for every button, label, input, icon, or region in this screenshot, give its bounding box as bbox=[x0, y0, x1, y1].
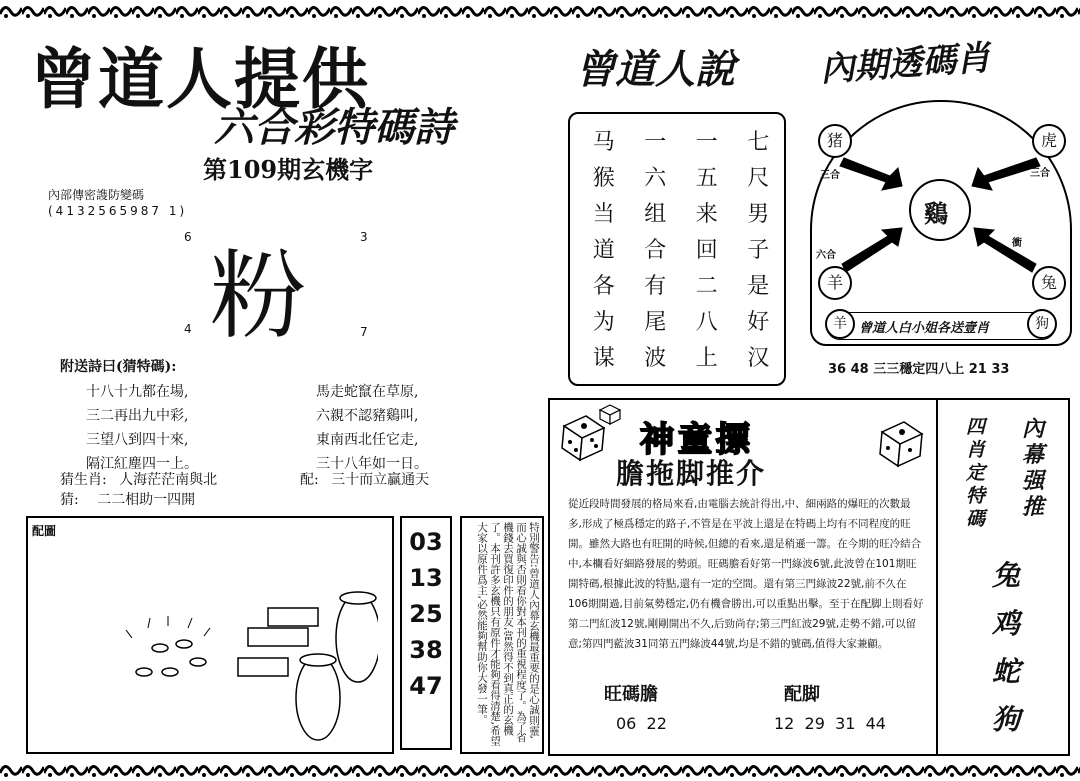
label-liuhe: 六合 bbox=[816, 250, 836, 261]
saying-char: 为 bbox=[592, 309, 615, 335]
notice-text: 特別警告:曾道人內幕玄機最重要的是心誠則靈,而心誠與否則看你對本刊的重視程度了。為了省機錢去買復印件的朋友,當然得不到真正的玄機了。本刊許多玄機只有原件才能夠看得清楚,希望大家以原件爲主,必然能夠幫助你大發一筆。 bbox=[476, 522, 540, 746]
saying-row bbox=[578, 266, 784, 302]
saying-char: 猴 bbox=[592, 165, 615, 191]
issue-label: 第109期玄機字 bbox=[203, 155, 374, 184]
footer-sheep: 羊 bbox=[825, 309, 855, 339]
corner-bl: 4 bbox=[184, 322, 192, 336]
guess-value: 二二相助一四開 bbox=[97, 492, 196, 508]
corner-tr: 3 bbox=[360, 230, 368, 244]
pair-value: 三十而立贏通天 bbox=[331, 472, 430, 488]
pei-numbers: 12 29 31 44 bbox=[774, 714, 886, 733]
page-subtitle: 六合彩特碼詩 bbox=[214, 105, 454, 151]
poem-heading: 附送詩曰(猜特碼): bbox=[60, 359, 177, 375]
side-zodiac-item: 狗 bbox=[992, 703, 1021, 736]
saying-char: 八 bbox=[695, 309, 718, 335]
poem-line: 東南西北任它走, bbox=[316, 432, 419, 448]
pair-label: 配: bbox=[300, 472, 319, 488]
inner-code-value: (4132565987 1) bbox=[48, 204, 188, 218]
poem-right bbox=[316, 380, 428, 476]
saying-char: 各 bbox=[592, 273, 615, 299]
dan-label: 旺碼膽 bbox=[604, 684, 658, 705]
zodiac-footer bbox=[826, 312, 1056, 340]
number-item: 25 bbox=[409, 600, 443, 628]
saying-char: 波 bbox=[644, 345, 667, 371]
label-sanhe-right: 三合 bbox=[1030, 168, 1050, 179]
feature-title-2: 膽拖脚推介 bbox=[616, 457, 767, 490]
saying-char: 六 bbox=[644, 165, 667, 191]
saying-char: 当 bbox=[592, 201, 615, 227]
poem-line: 六親不認豬鷄叫, bbox=[316, 408, 419, 424]
poem-line: 三望八到四十來, bbox=[86, 432, 189, 448]
pairing-box bbox=[26, 516, 394, 754]
side-zodiac-item: 兔 bbox=[992, 559, 1021, 592]
zodiac-title: 內期透碼肖 bbox=[819, 38, 992, 90]
saying-row bbox=[578, 230, 784, 266]
saying-char: 好 bbox=[747, 309, 770, 335]
saying-row bbox=[578, 122, 784, 158]
saying-char: 道 bbox=[592, 237, 615, 263]
poem-line: 三二再出九中彩, bbox=[86, 408, 189, 424]
bottom-border bbox=[0, 759, 1080, 781]
poem-line: 馬走蛇竄在草原, bbox=[316, 384, 419, 400]
side-zodiac-item: 蛇 bbox=[992, 655, 1021, 688]
footer-dog: 狗 bbox=[1027, 309, 1057, 339]
feature-title-1: 神童摽 bbox=[640, 420, 754, 460]
side-zodiac-item: 鸡 bbox=[992, 607, 1021, 640]
side-box bbox=[936, 398, 1070, 756]
poem-left bbox=[86, 380, 198, 476]
feature-box bbox=[548, 398, 938, 756]
zodiac-tiger: 虎 bbox=[1032, 124, 1066, 158]
saying-char: 一 bbox=[695, 129, 718, 155]
zodiac-pig: 猪 bbox=[818, 124, 852, 158]
saying-row bbox=[578, 338, 784, 374]
label-sanhe-left: 三合 bbox=[820, 170, 840, 181]
poem-line: 三十八年如一日。 bbox=[316, 456, 428, 472]
number-item: 03 bbox=[409, 528, 443, 556]
guess-zodiac-label: 猜生肖: bbox=[60, 472, 107, 488]
label-chong: 衝 bbox=[1012, 238, 1022, 249]
page-title: 曾道人提供 bbox=[30, 41, 370, 118]
corner-tl: 6 bbox=[184, 230, 192, 244]
saying-char: 有 bbox=[644, 273, 667, 299]
saying-grid bbox=[578, 122, 784, 374]
saying-char: 回 bbox=[695, 237, 718, 263]
guess-zodiac-value: 人海茫茫南與北 bbox=[119, 472, 218, 488]
saying-char: 合 bbox=[644, 237, 667, 263]
saying-char: 尾 bbox=[644, 309, 667, 335]
saying-char: 一 bbox=[644, 129, 667, 155]
saying-char: 来 bbox=[695, 201, 718, 227]
saying-char: 子 bbox=[747, 237, 770, 263]
number-item: 13 bbox=[409, 564, 443, 592]
pei-label: 配脚 bbox=[784, 684, 820, 705]
saying-char: 谋 bbox=[592, 345, 615, 371]
guess-label: 猜: bbox=[60, 492, 79, 508]
guess-row bbox=[60, 488, 195, 512]
saying-char: 汉 bbox=[747, 345, 770, 371]
pairing-illustration bbox=[88, 568, 378, 748]
side-col-1: 四肖定特碼 bbox=[966, 416, 986, 530]
saying-char: 是 bbox=[747, 273, 770, 299]
notice-box bbox=[460, 516, 544, 754]
saying-char: 七 bbox=[747, 129, 770, 155]
dice-small-icon bbox=[598, 402, 622, 426]
numbers-column bbox=[400, 516, 452, 750]
saying-box bbox=[568, 112, 786, 386]
pairing-label: 配圖 bbox=[32, 524, 57, 538]
zodiac-rabbit: 兔 bbox=[1032, 266, 1066, 300]
saying-row bbox=[578, 194, 784, 230]
number-item: 38 bbox=[409, 636, 443, 664]
zodiac-center: 鷄 bbox=[924, 199, 948, 228]
saying-char: 组 bbox=[644, 201, 667, 227]
saying-char: 尺 bbox=[747, 165, 770, 191]
side-zodiacs bbox=[992, 552, 1020, 744]
poem-line: 十八十九都在場, bbox=[86, 384, 189, 400]
side-col-2: 內幕强推 bbox=[1022, 416, 1045, 520]
saying-char: 男 bbox=[747, 201, 770, 227]
saying-row bbox=[578, 158, 784, 194]
corner-br: 7 bbox=[360, 325, 368, 339]
pair-row bbox=[300, 468, 429, 492]
footer-text: 曾道人白小姐各送壹肖 bbox=[859, 321, 990, 336]
saying-char: 马 bbox=[592, 129, 615, 155]
poem-line: 隔江紅塵四一上。 bbox=[86, 456, 198, 472]
zodiac-sheep: 羊 bbox=[818, 266, 852, 300]
dice-right-icon bbox=[876, 414, 926, 470]
zodiac-box bbox=[810, 100, 1072, 346]
saying-char: 二 bbox=[695, 273, 718, 299]
saying-title: 曾道人說 bbox=[575, 46, 735, 93]
saying-char: 五 bbox=[695, 165, 718, 191]
feature-body: 從近段時間發展的格局來看,由電腦去統計得出,中、細兩路的爆旺的次數最多,形成了極爲穩定的路子,不管是在平波上還是在特碼上均有不同程度的旺開。雖然大路也有旺開的時候,但總的看來,還是稍遜一籌。在今期的旺冷結合中,本欄看好細路發展的勢頭。旺碼膽看好第一門綠波6號,此波曾在101期旺開特碼,根據此波的特點,還有一定的空間。還有第三門綠波22號,前不久在106期開過,目前氣勢穩定,仍有機會勝出,可以重點出擊。至于在配脚上則看好第二門紅波12號,剛剛開出不久,后勁尚存;第三門紅波29號,走勢不錯,可以留意;第四門藍波31同第五門綠波44號,均是不錯的號碼,值得大家兼顧。 bbox=[568, 498, 924, 650]
number-item: 47 bbox=[409, 672, 443, 700]
top-border bbox=[0, 0, 1080, 22]
saying-char: 上 bbox=[695, 345, 718, 371]
mystery-char: 粉 bbox=[210, 240, 306, 352]
saying-row bbox=[578, 302, 784, 338]
dan-numbers: 06 22 bbox=[616, 714, 667, 733]
zodiac-numbers-line: 36 48 三三穩定四八上 21 33 bbox=[828, 362, 1010, 377]
inner-code-label: 內部傳密謢防變碼 bbox=[48, 188, 145, 202]
